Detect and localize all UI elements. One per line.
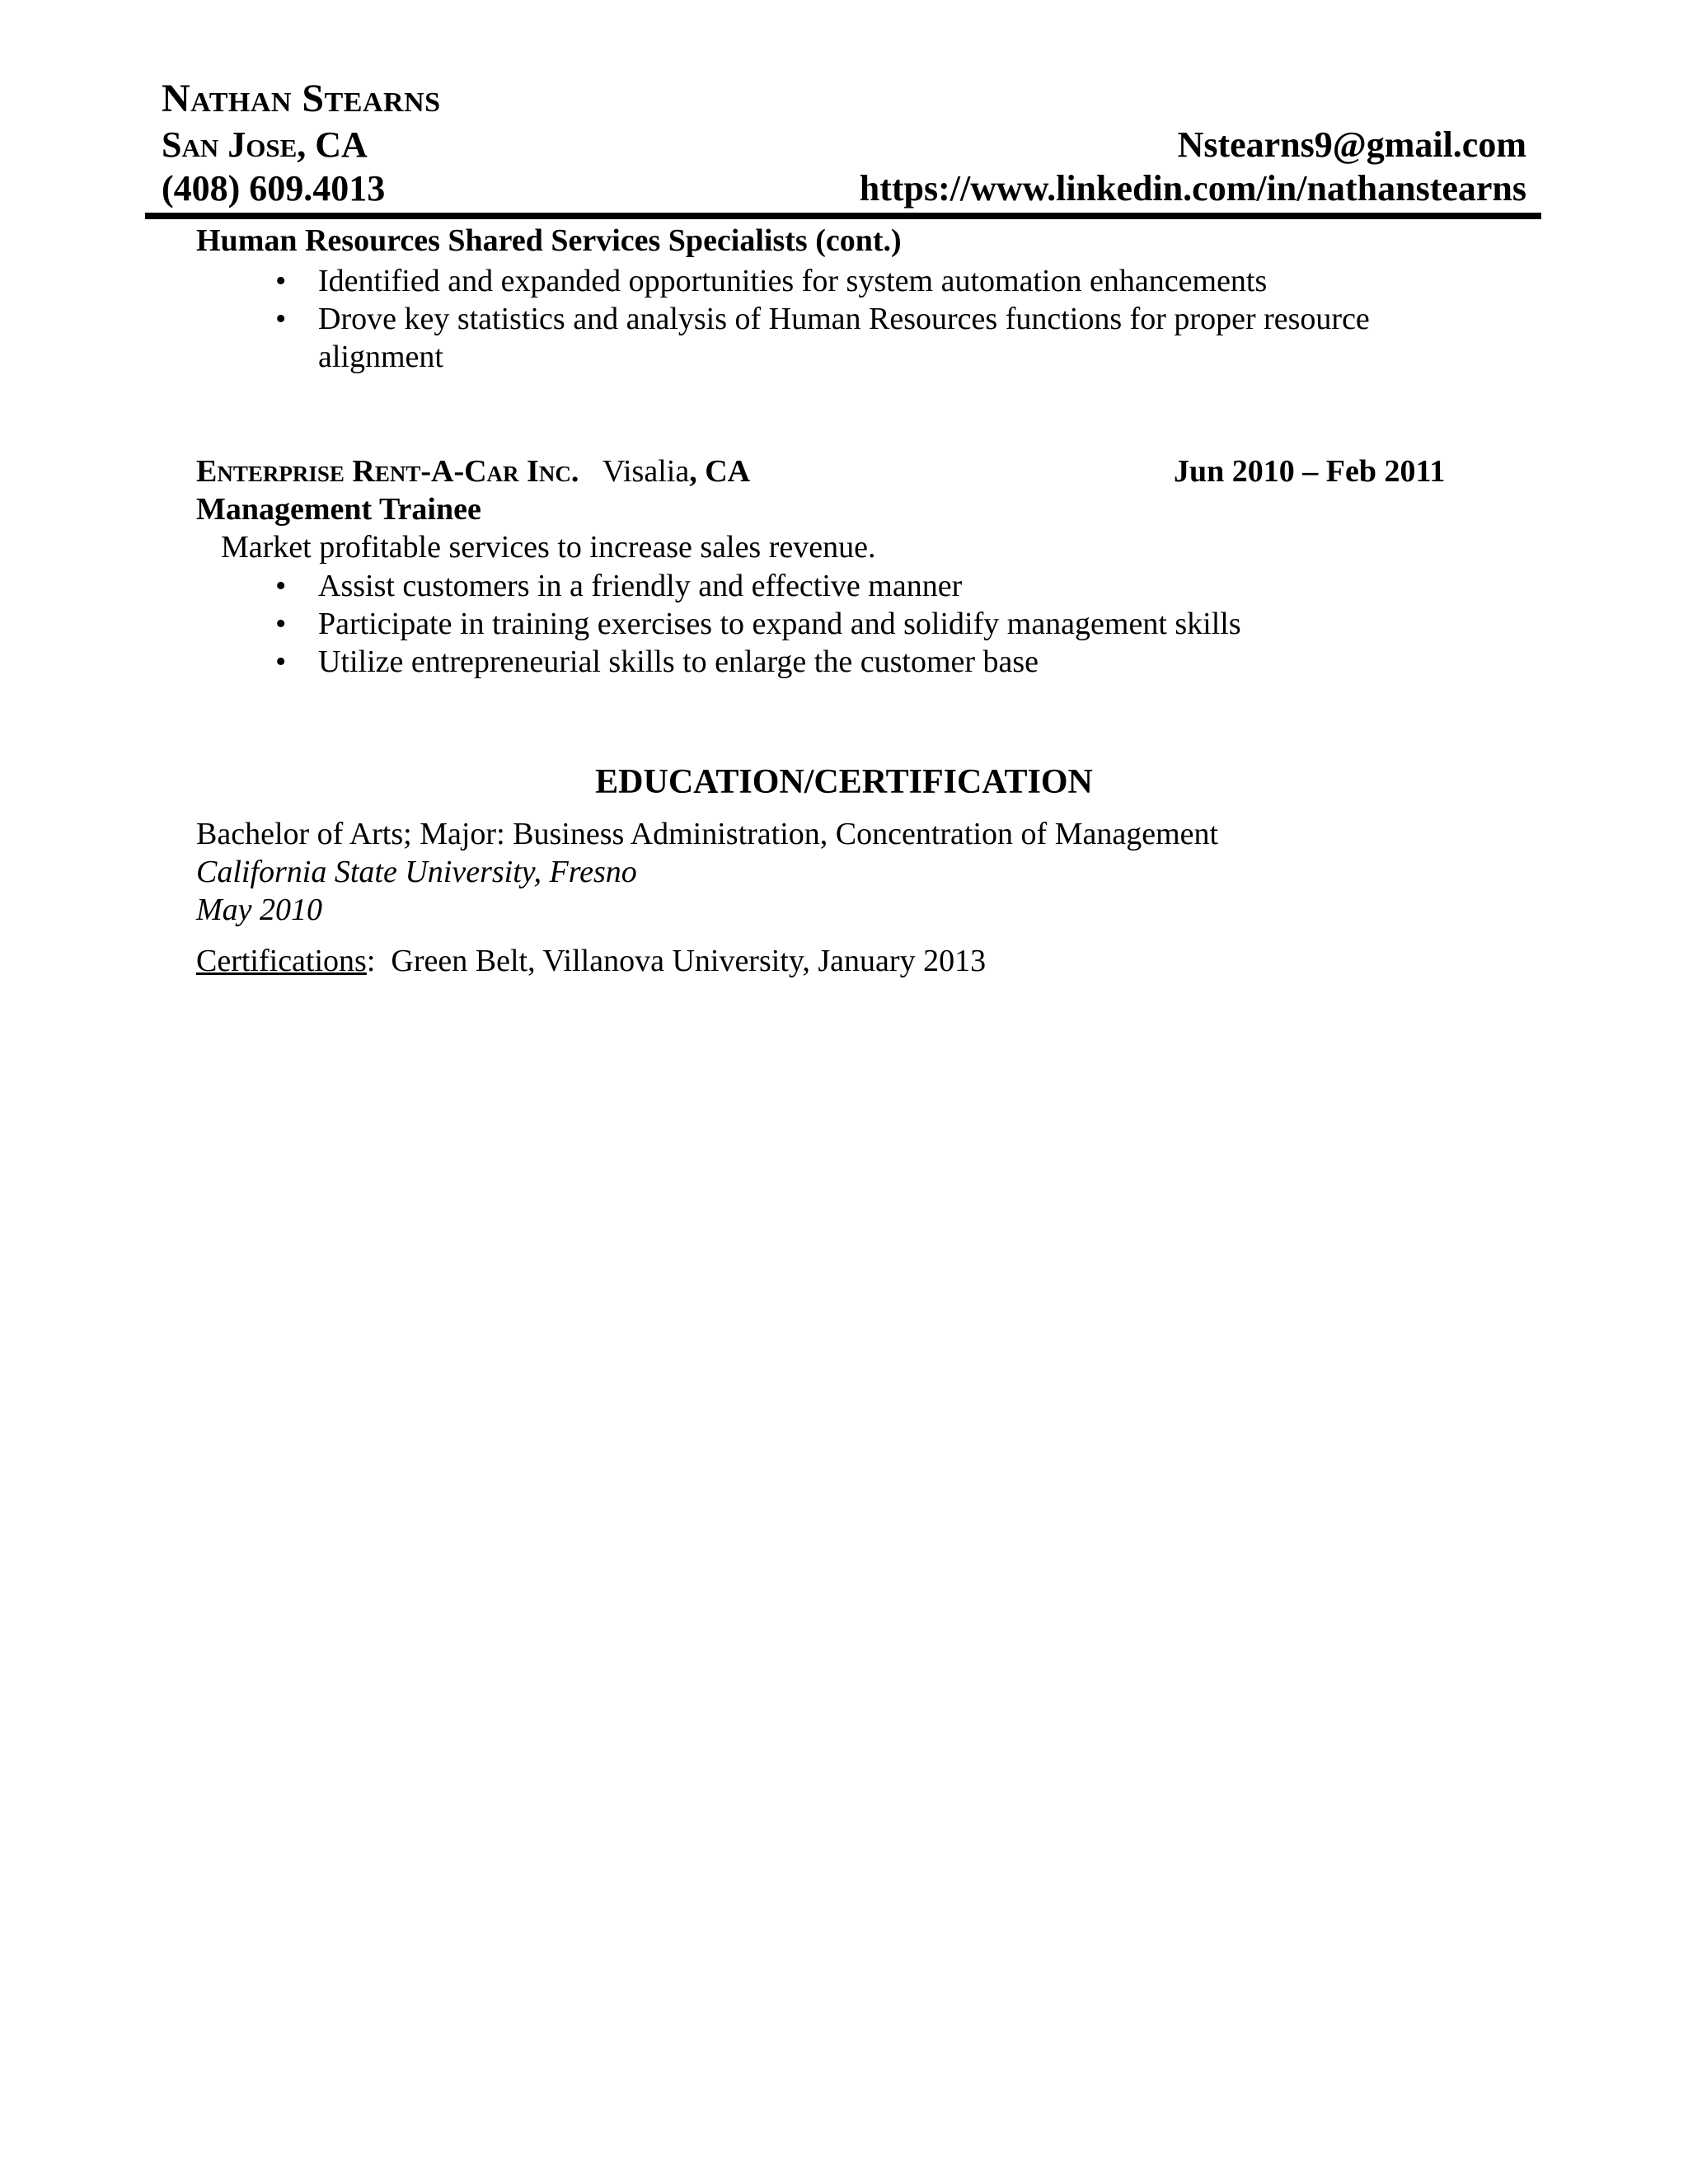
list-item: • Assist customers in a friendly and effective manner bbox=[275, 569, 963, 603]
graduation-date: May 2010 bbox=[196, 893, 323, 927]
list-item: • Identified and expanded opportunities for system automation enhancements bbox=[275, 264, 1268, 298]
school: California State University, Fresno bbox=[196, 855, 637, 889]
list-item: • Participate in training exercises to expand and solidify management skills bbox=[275, 607, 1241, 641]
candidate-linkedin[interactable]: https://www.linkedin.com/in/nathanstearns bbox=[859, 168, 1526, 209]
company-name: Enterprise Rent-A-Car Inc. bbox=[196, 454, 579, 489]
candidate-name: Nathan Stearns bbox=[162, 77, 441, 120]
job-dates: Jun 2010 – Feb 2011 bbox=[1174, 454, 1446, 489]
job-summary: Market profitable services to increase sales revenue. bbox=[221, 530, 876, 565]
list-item: • Drove key statistics and analysis of Human Resources functions for proper resource bbox=[275, 302, 1370, 336]
job-bullets-enterprise bbox=[275, 567, 1241, 681]
certifications-label: Certifications bbox=[196, 944, 367, 978]
company-state: , CA bbox=[689, 454, 751, 489]
job-bullets-hr bbox=[275, 262, 1370, 376]
certifications-value: Green Belt, Villanova University, January 2013 bbox=[391, 944, 987, 978]
bullet-icon: • bbox=[275, 302, 287, 336]
section-heading-education: EDUCATION/CERTIFICATION bbox=[595, 763, 1093, 801]
header-divider bbox=[145, 213, 1541, 219]
company-line bbox=[196, 453, 750, 490]
bullet-icon: • bbox=[275, 644, 287, 679]
bullet-icon: • bbox=[275, 607, 287, 641]
degree: Bachelor of Arts; Major: Business Administration, Concentration of Management bbox=[196, 817, 1219, 851]
bullet-icon: • bbox=[275, 264, 287, 298]
job-title-hr-specialist: Human Resources Shared Services Specialists (cont.) bbox=[196, 223, 902, 258]
list-item: • Utilize entrepreneurial skills to enlarge the customer base bbox=[275, 644, 1039, 679]
list-item-continuation: alignment bbox=[318, 340, 443, 374]
company-city: Visalia bbox=[602, 454, 690, 489]
certifications-separator: : bbox=[366, 944, 376, 978]
bullet-icon: • bbox=[275, 569, 287, 603]
candidate-email[interactable]: Nstearns9@gmail.com bbox=[1177, 124, 1526, 165]
candidate-phone: (408) 609.4013 bbox=[162, 168, 386, 209]
job-title-management-trainee: Management Trainee bbox=[196, 492, 481, 527]
candidate-location: San Jose, CA bbox=[162, 124, 368, 165]
certifications-line bbox=[196, 943, 986, 979]
